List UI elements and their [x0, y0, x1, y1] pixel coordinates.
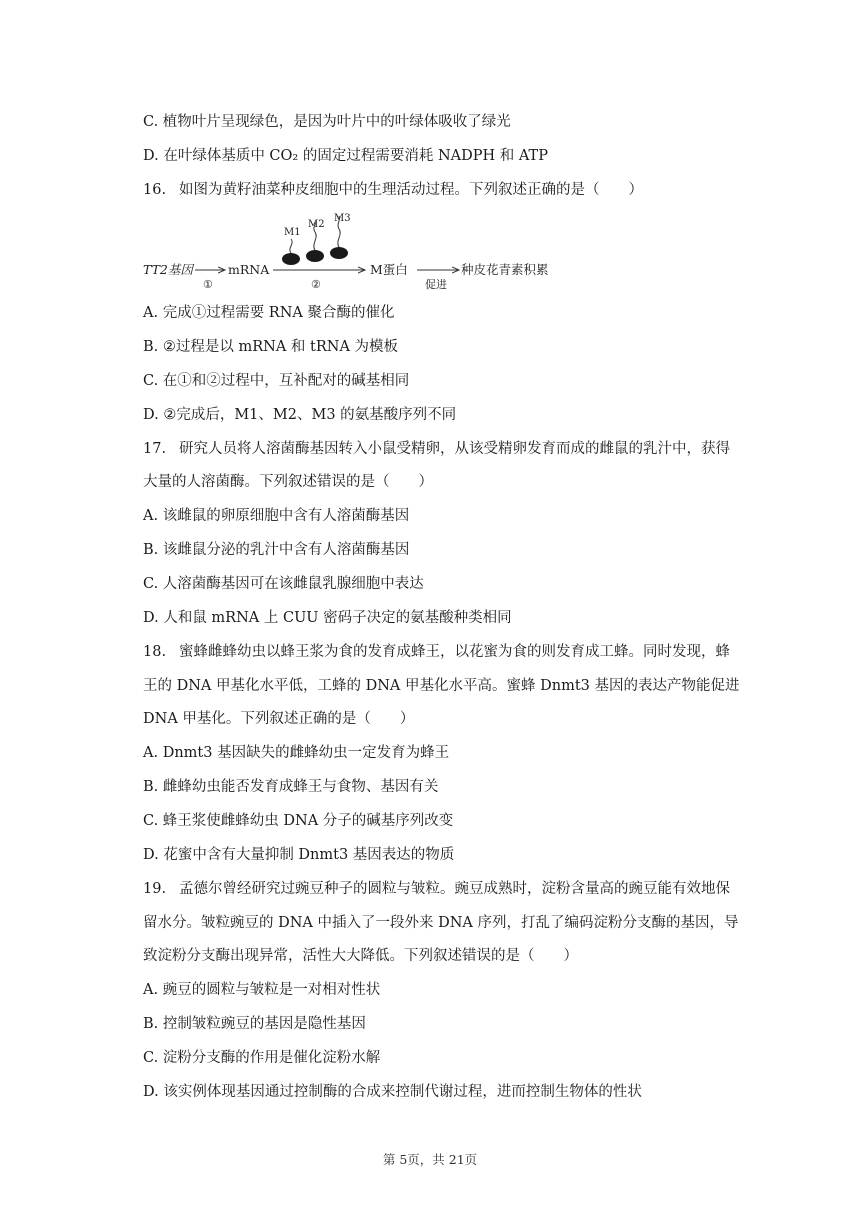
q16-option-a: A. 完成①过程需要 RNA 聚合酶的催化 — [143, 305, 395, 321]
q17-stem — [143, 439, 730, 459]
q19-stem — [143, 879, 730, 899]
diagram-m3-label: M3 — [334, 213, 351, 224]
q17-stem-line-1: 研究人员将人溶菌酶基因转入小鼠受精卵，从该受精卵发育而成的雌鼠的乳汁中，获得 — [179, 441, 730, 457]
q15-option-c: C. 植物叶片呈现绿色，是因为叶片中的叶绿体吸收了绿光 — [143, 114, 511, 130]
q19-option-c: C. 淀粉分支酶的作用是催化淀粉水解 — [143, 1050, 381, 1066]
diagram-step-1: ① — [203, 278, 213, 291]
diagram-step-2: ② — [311, 278, 321, 291]
q16-option-b: B. ②过程是以 mRNA 和 tRNA 为模板 — [143, 339, 399, 355]
q18-number: 18. — [143, 644, 167, 660]
ribosome-2 — [306, 250, 324, 262]
q19-stem-line-1: 孟德尔曾经研究过豌豆种子的圆粒与皱粒。豌豆成熟时，淀粉含量高的豌豆能有效地保 — [179, 881, 730, 897]
q19-stem-line-3: 致淀粉分支酶出现异常，活性大大降低。下列叙述错误的是（ ） — [143, 948, 578, 964]
q16-number: 16. — [143, 182, 167, 198]
diagram-m2-label: M2 — [308, 219, 325, 230]
q17-option-d: D. 人和鼠 mRNA 上 CUU 密码子决定的氨基酸种类相同 — [143, 610, 512, 626]
q18-stem-line-3: DNA 甲基化。下列叙述正确的是（ ） — [143, 711, 415, 727]
q18-option-d: D. 花蜜中含有大量抑制 Dnmt3 基因表达的物质 — [143, 847, 455, 863]
q18-stem-line-2: 王的 DNA 甲基化水平低，工蜂的 DNA 甲基化水平高。蜜蜂 Dnmt3 基因的表达产物能促进 — [143, 678, 740, 694]
q19-stem-line-2: 留水分。皱粒豌豆的 DNA 中插入了一段外来 DNA 序列，打乱了编码淀粉分支酶的基因，导 — [143, 915, 739, 931]
q18-option-b: B. 雌蜂幼虫能否发育成蜂王与食物、基因有关 — [143, 779, 439, 795]
q17-stem-line-2: 大量的人溶菌酶。下列叙述错误的是（ ） — [143, 474, 433, 490]
q18-stem-line-1: 蜜蜂雌蜂幼虫以蜂王浆为食的发育成蜂王，以花蜜为食的则发育成工蜂。同时发现，蜂 — [179, 644, 730, 660]
diagram-promote-label: 促进 — [425, 278, 447, 291]
q18-stem — [143, 642, 730, 662]
q16-stem — [143, 180, 643, 200]
q19-number: 19. — [143, 881, 167, 897]
q19-option-d: D. 该实例体现基因通过控制酶的合成来控制代谢过程，进而控制生物体的性状 — [143, 1084, 642, 1100]
q16-option-d: D. ②完成后，M1、M2、M3 的氨基酸序列不同 — [143, 407, 457, 423]
diagram-protein-label: M蛋白 — [370, 262, 408, 277]
q19-option-b: B. 控制皱粒豌豆的基因是隐性基因 — [143, 1016, 366, 1032]
q16-option-c: C. 在①和②过程中，互补配对的碱基相同 — [143, 373, 410, 389]
q17-option-b: B. 该雌鼠分泌的乳汁中含有人溶菌酶基因 — [143, 542, 410, 558]
ribosome-3 — [330, 247, 348, 259]
diagram-result-label: 种皮花青素积累 — [461, 262, 549, 277]
q18-option-c: C. 蜂王浆使雌蜂幼虫 DNA 分子的碱基序列改变 — [143, 813, 454, 829]
peptide-chain-1 — [290, 239, 292, 253]
q17-option-a: A. 该雌鼠的卵原细胞中含有人溶菌酶基因 — [143, 508, 410, 524]
q15-option-d: D. 在叶绿体基质中 CO₂ 的固定过程需要消耗 NADPH 和 ATP — [143, 148, 548, 164]
diagram-mrna-label: mRNA — [228, 262, 270, 277]
diagram-gene-label: TT2基因 — [143, 262, 193, 277]
q18-option-a: A. Dnmt3 基因缺失的雌蜂幼虫一定发育为蜂王 — [143, 745, 450, 761]
q19-option-a: A. 豌豆的圆粒与皱粒是一对相对性状 — [143, 982, 381, 998]
ribosome-1 — [282, 253, 300, 265]
q17-number: 17. — [143, 441, 167, 457]
q16-diagram — [143, 208, 603, 294]
q16-stem-text: 如图为黄籽油菜种皮细胞中的生理活动过程。下列叙述正确的是（ ） — [179, 182, 643, 198]
q17-option-c: C. 人溶菌酶基因可在该雌鼠乳腺细胞中表达 — [143, 576, 424, 592]
page-footer: 第 5页，共 21页 — [382, 1152, 478, 1167]
diagram-m1-label: M1 — [284, 227, 301, 238]
